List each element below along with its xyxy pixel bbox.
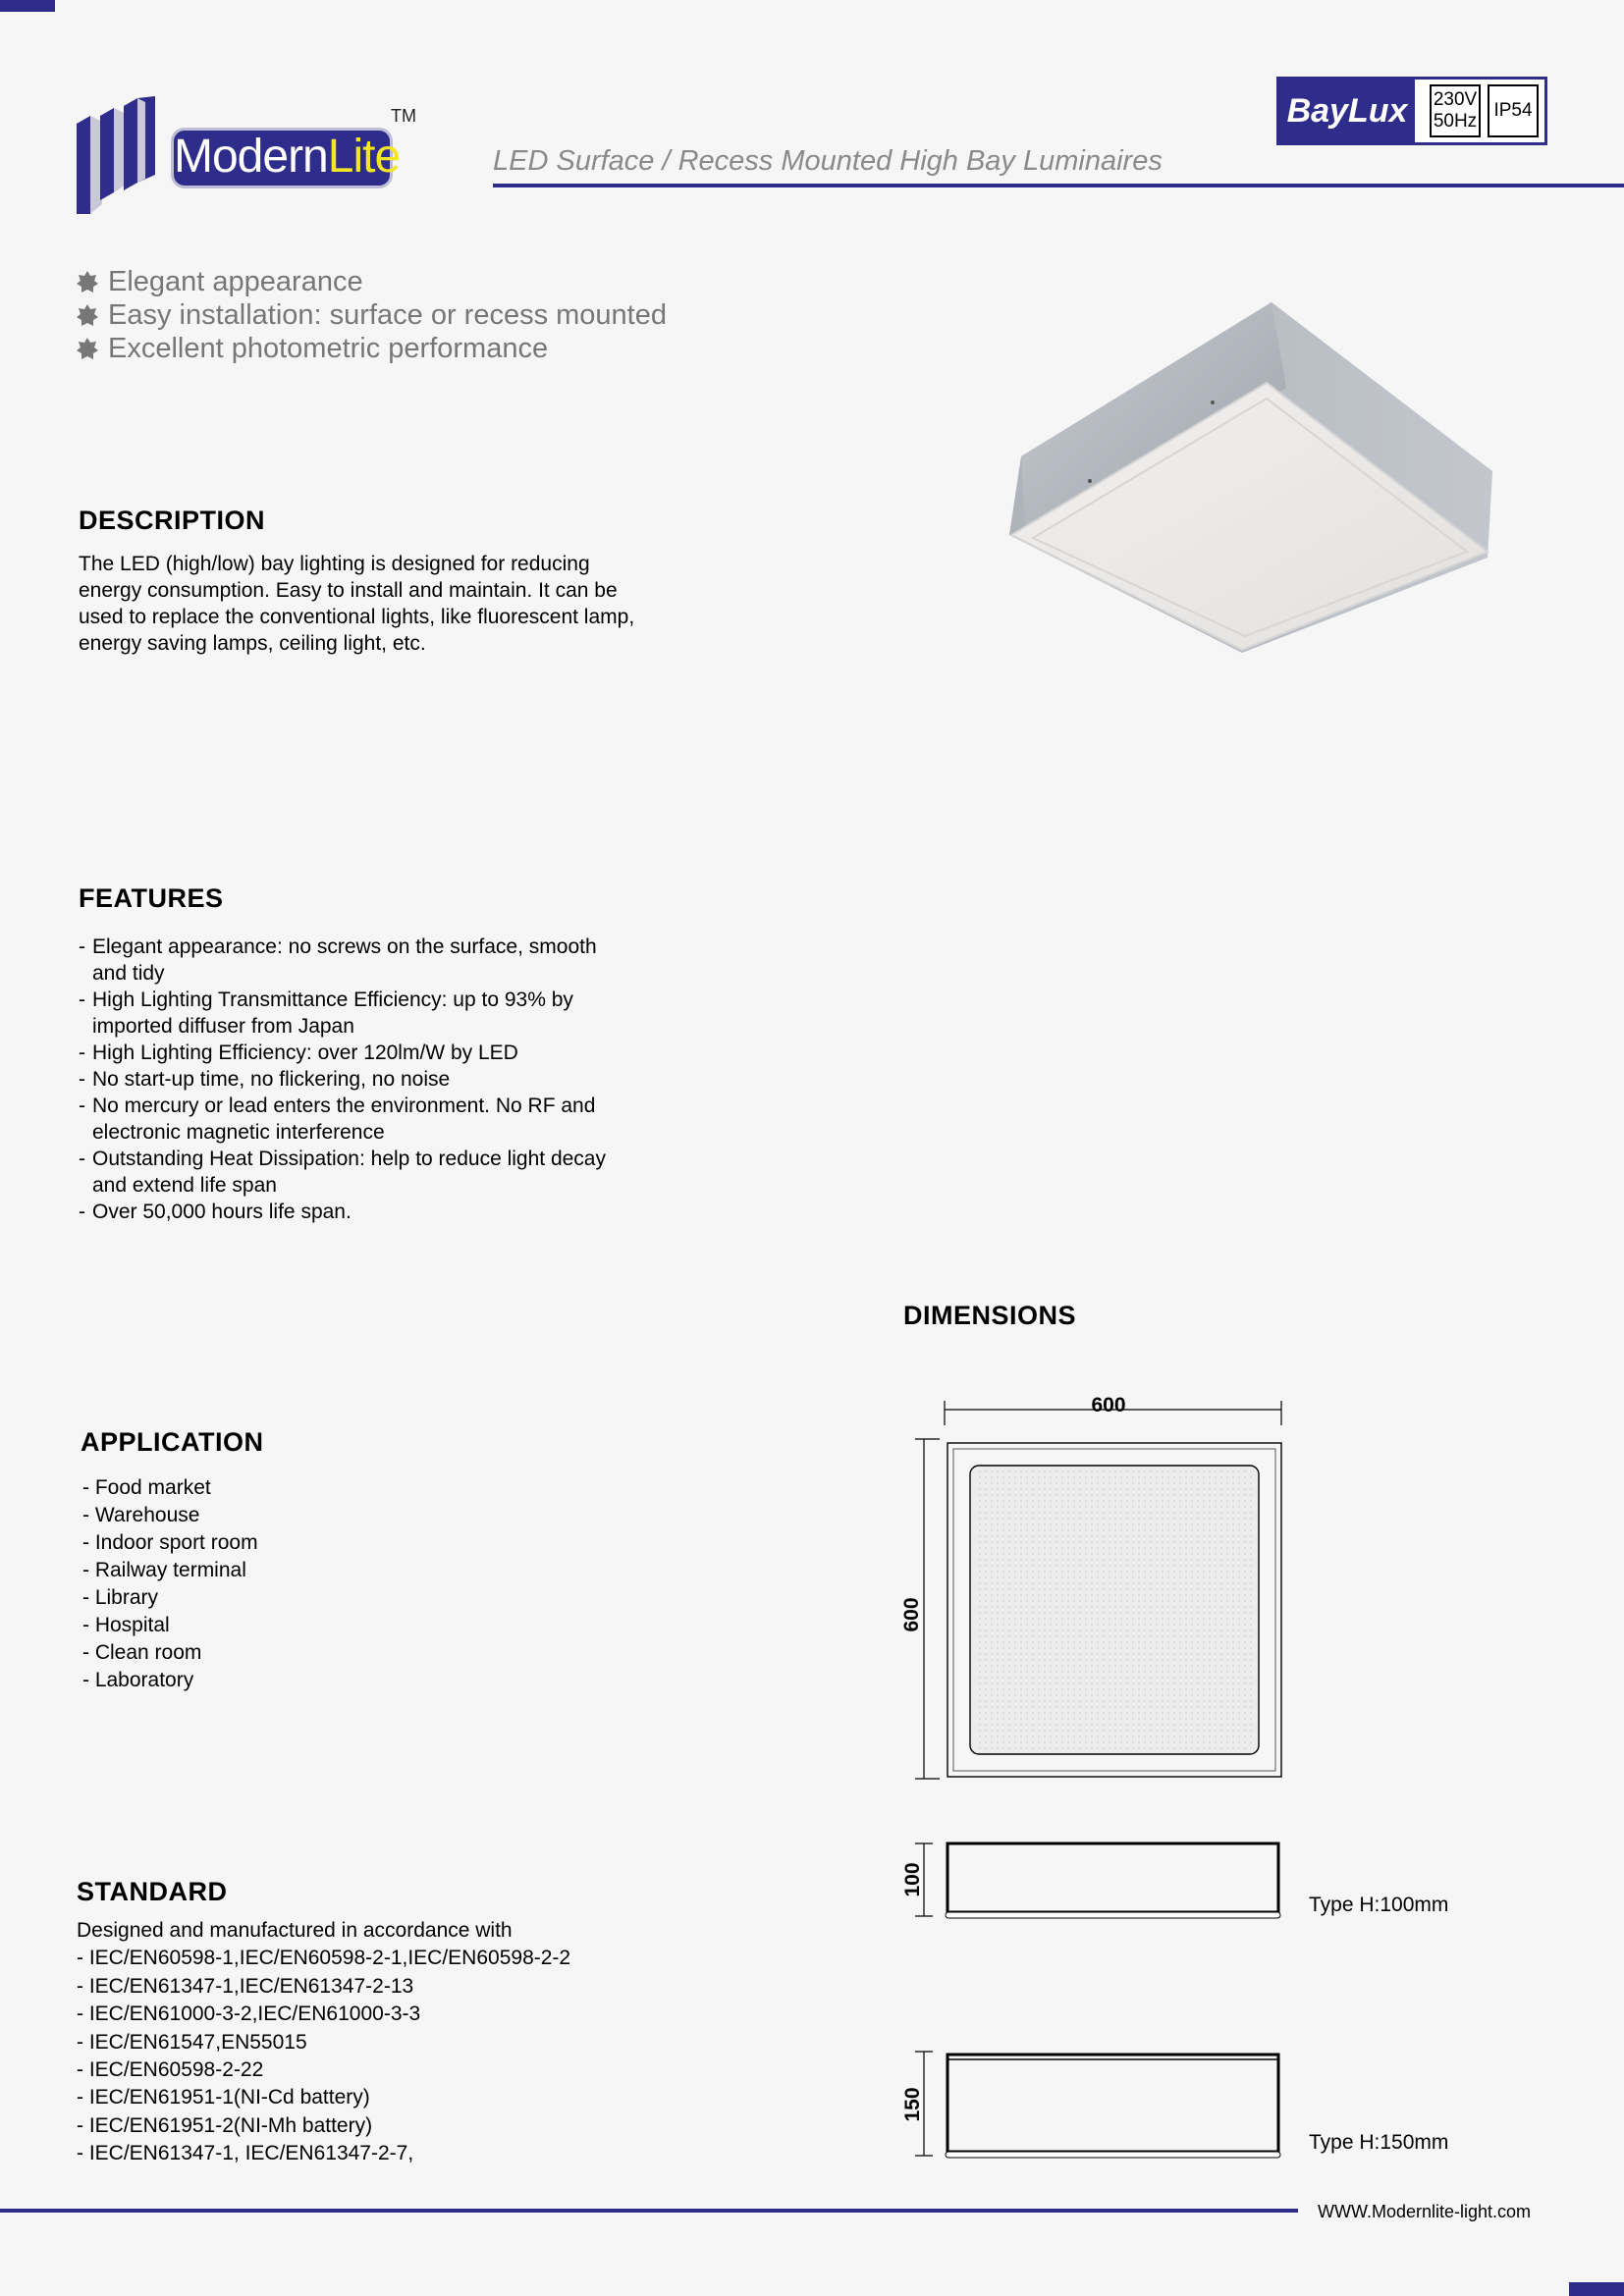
- frequency-value: 50Hz: [1433, 111, 1478, 132]
- modernlite-logo: [77, 94, 420, 217]
- standard-item: - IEC/EN60598-2-22: [77, 2058, 264, 2082]
- features-heading: FEATURES: [79, 883, 224, 913]
- application-item: - Warehouse: [82, 1504, 200, 1526]
- side-view-150: [915, 2052, 1280, 2158]
- feature-line: and extend life span: [92, 1174, 277, 1197]
- standard-item: - IEC/EN61951-2(NI-Mh battery): [77, 2113, 373, 2137]
- application-list: [82, 1474, 258, 1694]
- standard-list: [77, 1917, 570, 2168]
- description-line: The LED (high/low) bay lighting is designed for reducing: [79, 553, 590, 575]
- highlight-item: [77, 265, 667, 298]
- feature-line: imported diffuser from Japan: [92, 1015, 354, 1038]
- voltage-box: [1430, 84, 1481, 137]
- feature-line: Outstanding Heat Dissipation: help to reduce light decay: [92, 1148, 606, 1170]
- brand-name: BayLux: [1279, 80, 1415, 142]
- standard-item: - IEC/EN61347-1, IEC/EN61347-2-7,: [77, 2142, 414, 2165]
- product-tagline: LED Surface / Recess Mounted High Bay Luminaires: [493, 145, 1163, 177]
- depth-150-label: 150: [901, 2087, 924, 2122]
- application-item: - Food market: [82, 1476, 211, 1499]
- type-150-label: Type H:150mm: [1309, 2131, 1449, 2154]
- description-text: [79, 551, 707, 657]
- standard-item: Designed and manufactured in accordance with: [77, 1919, 513, 1942]
- standard-item: - IEC/EN61951-1(NI-Cd battery): [77, 2086, 370, 2109]
- standard-item: - IEC/EN60598-1,IEC/EN60598-2-1,IEC/EN60598-2-2: [77, 1947, 571, 1970]
- feature-item: - Elegant appearance: no screws on the surface, smooth and tidy: [79, 935, 597, 985]
- highlight-text: Easy installation: surface or recess mounted: [108, 299, 667, 331]
- application-item: - Railway terminal: [82, 1559, 246, 1581]
- baylux-badge: [1276, 77, 1547, 145]
- height-label: 600: [900, 1597, 923, 1632]
- logo-word-lite: Lite: [327, 131, 401, 183]
- feature-line: and tidy: [92, 962, 165, 985]
- ip-rating-box: IP54: [1488, 84, 1539, 137]
- logo-wordmark: [171, 128, 401, 188]
- footer-divider: [0, 2209, 1298, 2213]
- highlight-text: Elegant appearance: [108, 266, 363, 297]
- dimensions-heading: DIMENSIONS: [903, 1301, 1077, 1330]
- gear-bullet-icon: [77, 271, 98, 293]
- top-view: [947, 1443, 1281, 1777]
- standard-item: - IEC/EN61000-3-2,IEC/EN61000-3-3: [77, 2002, 421, 2026]
- application-item: - Indoor sport room: [82, 1531, 258, 1554]
- feature-item: - No mercury or lead enters the environment. No RF and electronic magnetic interference: [79, 1095, 596, 1144]
- width-label: 600: [1091, 1394, 1126, 1416]
- side-view-100: [915, 1843, 1280, 1918]
- depth-100-label: 100: [901, 1862, 924, 1897]
- feature-item: - No start-up time, no flickering, no noise: [79, 1068, 451, 1091]
- feature-line: High Lighting Efficiency: over 120lm/W by LED: [92, 1041, 518, 1064]
- voltage-value: 230V: [1433, 89, 1478, 110]
- website-url[interactable]: WWW.Modernlite-light.com: [1318, 2202, 1532, 2221]
- highlight-text: Excellent photometric performance: [108, 333, 549, 364]
- corner-accent-top-left: [0, 0, 55, 12]
- standard-item: - IEC/EN61347-1,IEC/EN61347-2-13: [77, 1974, 414, 1998]
- application-heading: APPLICATION: [81, 1427, 264, 1457]
- highlights-list: [77, 265, 667, 365]
- feature-line: Over 50,000 hours life span.: [92, 1201, 352, 1223]
- standard-item: - IEC/EN61547,EN55015: [77, 2030, 307, 2054]
- product-photo-luminaire: [992, 294, 1502, 667]
- gear-bullet-icon: [77, 338, 98, 359]
- dimension-drawing: [889, 1374, 1576, 2169]
- application-item: - Clean room: [82, 1641, 202, 1664]
- logo-word-modern: Modern: [174, 131, 328, 183]
- feature-item: - Over 50,000 hours life span.: [79, 1201, 352, 1223]
- description-line: used to replace the conventional lights, like fluorescent lamp,: [79, 606, 635, 628]
- application-item: - Hospital: [82, 1614, 170, 1636]
- feature-line: Elegant appearance: no screws on the surface, smooth: [92, 935, 597, 958]
- description-heading: DESCRIPTION: [79, 506, 266, 535]
- logo-bars-mark: [77, 94, 185, 217]
- feature-item: - High Lighting Transmittance Efficiency: up to 93% by imported diffuser from Japan: [79, 988, 573, 1038]
- corner-accent-bottom-right: [1569, 2282, 1624, 2296]
- highlight-item: [77, 298, 667, 332]
- feature-item: - High Lighting Efficiency: over 120lm/W by LED: [79, 1041, 518, 1064]
- trademark-symbol: TM: [391, 106, 416, 126]
- header-divider: [493, 184, 1624, 187]
- standard-heading: STANDARD: [77, 1877, 228, 1906]
- application-item: - Library: [82, 1586, 159, 1609]
- application-item: - Laboratory: [82, 1669, 194, 1691]
- type-100-label: Type H:100mm: [1309, 1894, 1449, 1916]
- feature-line: No mercury or lead enters the environment. No RF and: [92, 1095, 596, 1117]
- gear-bullet-icon: [77, 304, 98, 326]
- description-line: energy consumption. Easy to install and maintain. It can be: [79, 579, 618, 602]
- description-line: energy saving lamps, ceiling light, etc.: [79, 632, 426, 655]
- feature-item: - Outstanding Heat Dissipation: help to reduce light decay and extend life span: [79, 1148, 606, 1197]
- feature-line: High Lighting Transmittance Efficiency: up to 93% by: [92, 988, 573, 1011]
- features-list: [79, 934, 668, 1225]
- feature-line: No start-up time, no flickering, no noise: [92, 1068, 451, 1091]
- feature-line: electronic magnetic interference: [92, 1121, 385, 1144]
- highlight-item: [77, 332, 667, 365]
